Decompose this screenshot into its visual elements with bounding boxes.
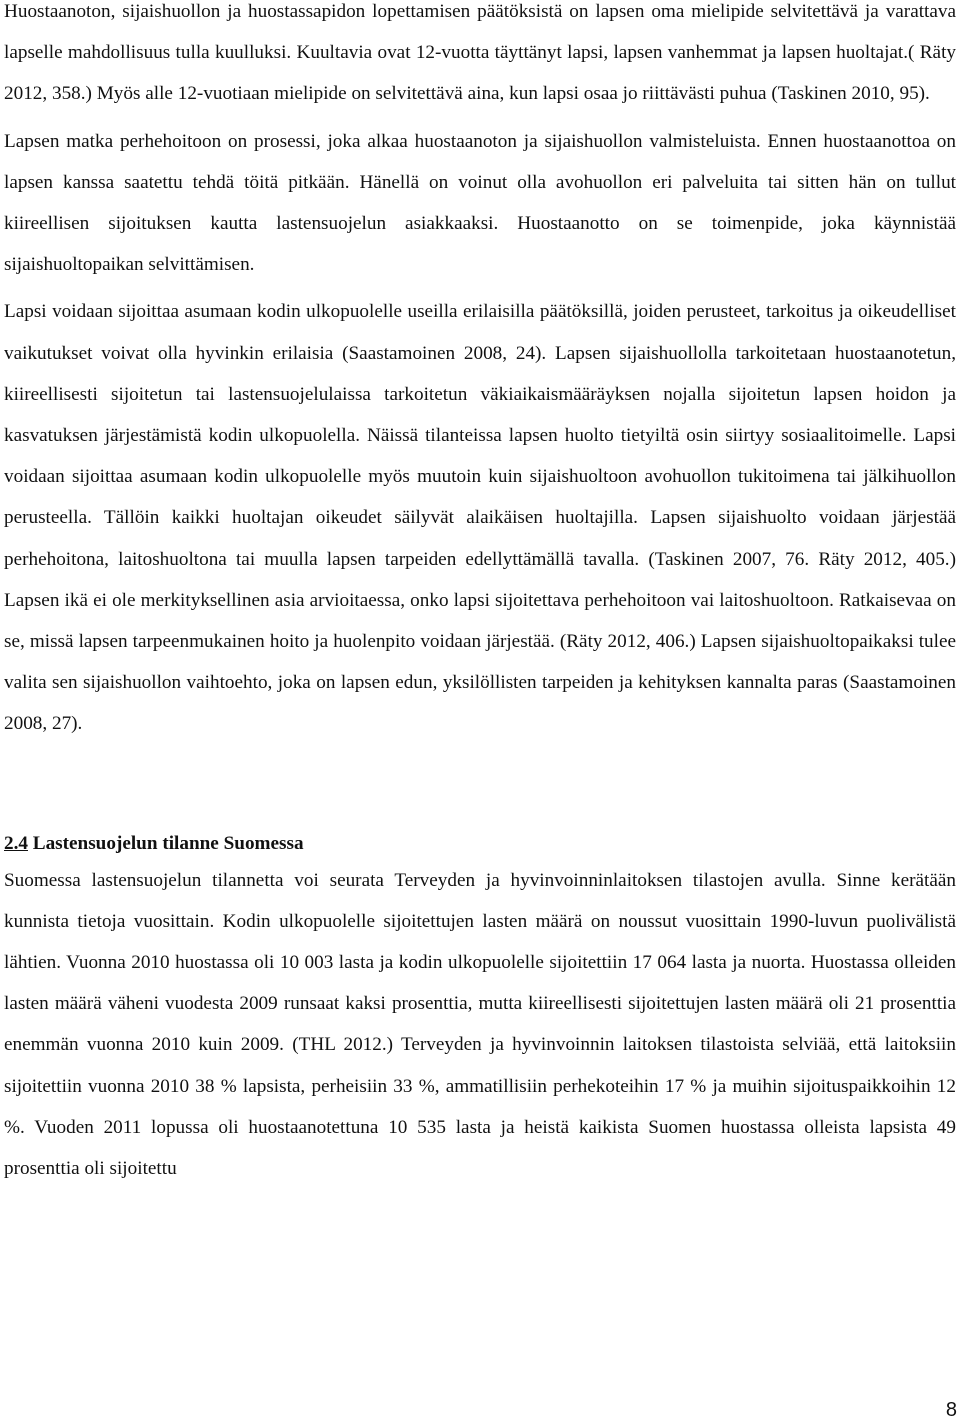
section-heading <box>4 828 956 860</box>
document-page <box>4 0 956 1189</box>
paragraph-child-welfare-statistics: Suomessa lastensuojelun tilannetta voi seurata Terveyden ja hyvinvoinninlaitoksen tilastojen avulla. Sinne kerätään kunnista tietoja vuosittain. Kodin ulkopuolelle sijoitettujen lasten määrä on noussut vuosittain 1990-luvun puolivälistä lähtien. Vuonna 2010 huostassa oli 10 003 lasta ja kodin ulkopuolelle sijoitettiin 17 064 lasta ja nuorta. Huostassa olleiden lasten määrä väheni vuodesta 2009 runsaat kaksi prosenttia, mutta kiireellisesti sijoitettujen lasten määrä oli 21 prosenttia enemmän vuonna 2010 kuin 2009. (THL 2012.) Terveyden ja hyvinvoinnin laitoksen tilastoista selviää, että laitoksiin sijoitettiin vuonna 2010 38 % lapsista, perheisiin 33 %, ammatillisiin perhekoteihin 17 % ja muihin sijoituspaikkoihin 12 %. Vuoden 2011 lopussa oli huostaanotettuna 10 535 lasta ja heistä kaikista Suomen huostassa olleista lapsista 49 prosenttia oli sijoitettu <box>4 869 956 1180</box>
page-number: 8 <box>945 1399 957 1421</box>
paragraph-hearing-child: Huostaanoton, sijaishuollon ja huostassapidon lopettamisen päätöksistä on lapsen oma mielipide selvitettävä ja varattava lapselle mahdollisuus tulla kuulluksi. Kuultavia ovat 12-vuotta täyttänyt lapsi, lapsen vanhemmat ja lapsen huoltajat.( Räty 2012, 358.) Myös alle 12-vuotiaan mielipide on selvitettävä aina, kun lapsi osaa jo riittävästi puhua (Taskinen 2010, 95). <box>4 1 956 105</box>
section-title: Lastensuojelun tilanne Suomessa <box>32 832 304 854</box>
paragraph-journey-to-family-care: Lapsen matka perhehoitoon on prosessi, joka alkaa huostaanoton ja sijaishuollon valmisteluista. Ennen huostaanottoa on lapsen kanssa saatettu tehdä töitä pitkään. Hänellä on voinut olla avohuollon eri palveluita tai sitten hän on tullut kiireellisen sijoituksen kautta lastensuojelun asiakkaaksi. Huostaanotto on se toimenpide, joka käynnistää sijaishuoltopaikan selvittämisen. <box>4 130 956 276</box>
section-2-4 <box>4 828 956 1190</box>
paragraph-placement-decisions: Lapsi voidaan sijoittaa asumaan kodin ulkopuolelle useilla erilaisilla päätöksillä, joiden perusteet, tarkoitus ja oikeudelliset vaikutukset voivat olla hyvinkin erilaisia (Saastamoinen 2008, 24). Lapsen sijaishuollolla tarkoitetaan huostaanotetun, kiireellisesti sijoitetun tai lastensuojelulaissa tarkoitetun väkiaikaismääräyksen nojalla sijoitetun lapsen hoidon ja kasvatuksen järjestämistä kodin ulkopuolella. Näissä tilanteissa lapsen huolto tietyiltä osin siirtyy sosiaalitoimelle. Lapsi voidaan sijoittaa asumaan kodin ulkopuolelle myös muutoin kuin sijaishuoltoon avohuollon tukitoimena tai jälkihuollon perusteella. Tällöin kaikki huoltajan oikeudet säilyvät alaikäisen huoltajilla. Lapsen sijaishuolto voidaan järjestää perhehoitona, laitoshuoltona tai muulla lapsen tarpeiden edellyttämällä tavalla. (Taskinen 2007, 76. Räty 2012, 405.) Lapsen ikä ei ole merkityksellinen asia arvioitaessa, onko lapsi sijoitettava perhehoitoon vai laitoshuoltoon. Ratkaisevaa on se, missä lapsen tarpeenmukainen hoito ja huolenpito voidaan järjestää. (Räty 2012, 406.) Lapsen sijaishuoltopaikaksi tulee valita sen sijaishuollon vaihtoehto, joka on lapsen edun, yksilöllisten tarpeiden ja kehityksen kannalta paras (Saastamoinen 2008, 27). <box>4 301 956 735</box>
section-number: 2.4 <box>4 832 28 854</box>
